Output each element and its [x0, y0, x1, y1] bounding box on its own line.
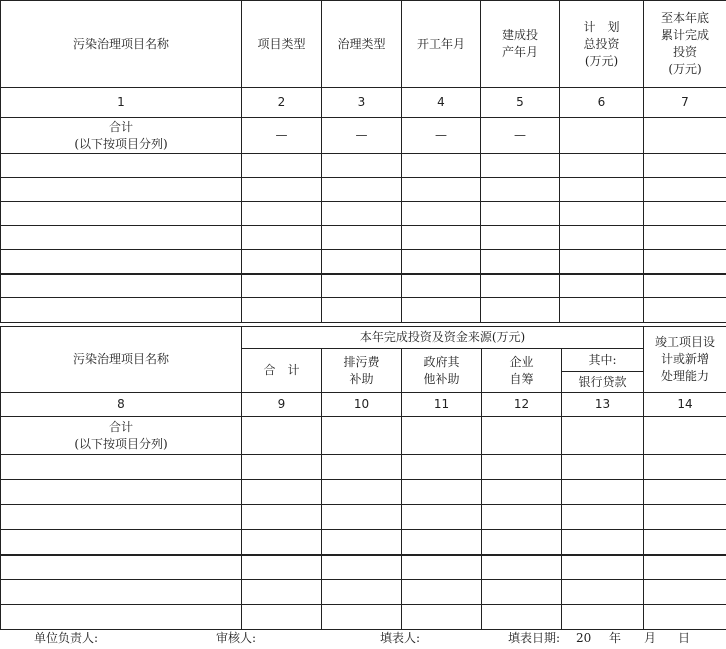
empty-cell[interactable] — [402, 154, 481, 178]
col-number: 7 — [644, 88, 726, 118]
empty-cell[interactable] — [242, 480, 322, 505]
bottom-blank-row — [1, 480, 726, 505]
empty-cell[interactable] — [482, 555, 562, 580]
empty-cell[interactable] — [1, 298, 242, 323]
empty-cell[interactable] — [644, 605, 726, 630]
header-treatment-type: 治理类型 — [322, 1, 402, 88]
empty-cell[interactable] — [402, 250, 481, 274]
empty-cell[interactable] — [322, 555, 402, 580]
empty-cell[interactable] — [1, 580, 242, 605]
empty-cell[interactable] — [562, 480, 644, 505]
empty-cell[interactable] — [644, 530, 726, 555]
empty-cell[interactable] — [242, 154, 322, 178]
empty-cell[interactable] — [482, 480, 562, 505]
empty-cell[interactable] — [482, 530, 562, 555]
empty-cell[interactable] — [242, 605, 322, 630]
col-number: 13 — [562, 393, 644, 417]
dash-cell: — — [322, 118, 402, 154]
empty-cell[interactable] — [644, 178, 726, 202]
col-number: 9 — [242, 393, 322, 417]
empty-cell[interactable] — [322, 178, 402, 202]
col-number: 1 — [1, 88, 242, 118]
empty-cell[interactable] — [322, 417, 402, 455]
col-number: 14 — [644, 393, 726, 417]
empty-cell[interactable] — [322, 250, 402, 274]
empty-cell[interactable] — [644, 505, 726, 530]
empty-cell[interactable] — [560, 250, 644, 274]
bottom-total-row — [1, 417, 726, 455]
empty-cell[interactable] — [402, 178, 481, 202]
empty-cell[interactable] — [482, 455, 562, 480]
empty-cell[interactable] — [560, 178, 644, 202]
signature-footer — [0, 628, 726, 649]
empty-cell[interactable] — [1, 250, 242, 274]
empty-cell[interactable] — [242, 417, 322, 455]
empty-cell[interactable] — [402, 298, 481, 323]
bottom-blank-row — [1, 530, 726, 555]
empty-cell[interactable] — [322, 298, 402, 323]
empty-cell[interactable] — [562, 455, 644, 480]
total-label: 合计 (以下按项目分列) — [1, 417, 242, 455]
empty-cell[interactable] — [560, 298, 644, 323]
reviewer-label: 审核人: — [216, 631, 257, 645]
empty-cell[interactable] — [481, 274, 560, 298]
empty-cell[interactable] — [560, 226, 644, 250]
unit-head-label: 单位负责人: — [34, 631, 99, 645]
empty-cell[interactable] — [644, 226, 726, 250]
empty-cell[interactable] — [644, 298, 726, 323]
empty-cell[interactable] — [322, 505, 402, 530]
col-number: 10 — [322, 393, 402, 417]
empty-cell[interactable] — [644, 250, 726, 274]
empty-cell[interactable] — [481, 250, 560, 274]
empty-cell[interactable] — [562, 505, 644, 530]
empty-cell[interactable] — [562, 555, 644, 580]
empty-cell[interactable] — [242, 505, 322, 530]
investment-form-table-bottom — [0, 326, 726, 630]
empty-cell[interactable] — [1, 505, 242, 530]
empty-cell[interactable] — [402, 202, 481, 226]
empty-cell[interactable] — [322, 605, 402, 630]
bottom-number-row — [1, 393, 726, 417]
empty-cell[interactable] — [242, 298, 322, 323]
top-blank-row — [1, 178, 726, 202]
col-number: 12 — [482, 393, 562, 417]
empty-cell[interactable] — [322, 274, 402, 298]
empty-cell[interactable] — [322, 226, 402, 250]
empty-cell[interactable] — [482, 505, 562, 530]
empty-cell[interactable] — [242, 250, 322, 274]
empty-cell[interactable] — [242, 226, 322, 250]
empty-cell[interactable] — [322, 580, 402, 605]
header-total: 合 计 — [242, 349, 322, 393]
header-project-name: 污染治理项目名称 — [1, 1, 242, 88]
fill-date-label: 填表日期: — [508, 631, 561, 645]
empty-cell[interactable] — [402, 417, 482, 455]
of-which-label: 其中: — [562, 349, 643, 372]
empty-cell[interactable] — [402, 480, 482, 505]
header-planned-investment: 计 划 总投资 (万元) — [560, 1, 644, 88]
year-unit: 年 — [609, 631, 622, 645]
empty-cell[interactable] — [560, 154, 644, 178]
empty-cell[interactable] — [1, 226, 242, 250]
empty-cell[interactable] — [1, 274, 242, 298]
empty-cell[interactable] — [242, 274, 322, 298]
empty-cell[interactable] — [482, 605, 562, 630]
empty-cell[interactable] — [242, 178, 322, 202]
month-unit: 月 — [644, 631, 657, 645]
empty-cell[interactable] — [1, 555, 242, 580]
empty-cell[interactable] — [644, 417, 726, 455]
empty-cell[interactable] — [402, 505, 482, 530]
top-blank-row — [1, 274, 726, 298]
empty-cell[interactable] — [322, 202, 402, 226]
header-self-raised: 企业 自筹 — [482, 349, 562, 393]
col-number: 5 — [481, 88, 560, 118]
top-header-row — [1, 1, 726, 88]
top-blank-row — [1, 202, 726, 226]
dash-cell: — — [481, 118, 560, 154]
empty-cell[interactable] — [481, 298, 560, 323]
header-start-date: 开工年月 — [402, 1, 481, 88]
bottom-blank-row — [1, 605, 726, 630]
empty-cell[interactable] — [644, 274, 726, 298]
bottom-group-header-row — [1, 327, 726, 349]
top-blank-row — [1, 250, 726, 274]
empty-cell[interactable] — [644, 580, 726, 605]
empty-cell[interactable] — [562, 417, 644, 455]
bank-loan-label: 银行贷款 — [578, 375, 627, 389]
empty-cell[interactable] — [562, 580, 644, 605]
header-annual-investment-sources: 本年完成投资及资金来源(万元) — [242, 327, 644, 349]
top-total-row — [1, 118, 726, 154]
empty-cell[interactable] — [560, 202, 644, 226]
col-number: 6 — [560, 88, 644, 118]
bottom-blank-row — [1, 455, 726, 480]
col-number: 11 — [402, 393, 482, 417]
header-bank-loan — [562, 349, 644, 393]
empty-cell[interactable] — [1, 480, 242, 505]
col-number: 8 — [1, 393, 242, 417]
empty-cell[interactable] — [560, 118, 644, 154]
empty-cell[interactable] — [644, 480, 726, 505]
empty-cell[interactable] — [242, 580, 322, 605]
empty-cell[interactable] — [1, 605, 242, 630]
day-unit: 日 — [678, 631, 691, 645]
header-other-government-subsidy: 政府其 他补助 — [402, 349, 482, 393]
col-number: 2 — [242, 88, 322, 118]
empty-cell[interactable] — [242, 455, 322, 480]
header-project-name: 污染治理项目名称 — [1, 327, 242, 393]
bottom-blank-row — [1, 505, 726, 530]
empty-cell[interactable] — [644, 555, 726, 580]
header-project-type: 项目类型 — [242, 1, 322, 88]
header-completed-capacity: 竣工项目设 计或新增 处理能力 — [644, 327, 726, 393]
investment-form-table-top — [0, 0, 726, 323]
empty-cell[interactable] — [481, 154, 560, 178]
header-pollution-fee-subsidy: 排污费 补助 — [322, 349, 402, 393]
top-number-row — [1, 88, 726, 118]
empty-cell[interactable] — [242, 202, 322, 226]
empty-cell[interactable] — [560, 274, 644, 298]
dash-cell: — — [242, 118, 322, 154]
empty-cell[interactable] — [644, 154, 726, 178]
empty-cell[interactable] — [402, 455, 482, 480]
empty-cell[interactable] — [481, 202, 560, 226]
empty-cell[interactable] — [402, 605, 482, 630]
bottom-blank-row — [1, 580, 726, 605]
empty-cell[interactable] — [1, 455, 242, 480]
empty-cell[interactable] — [644, 118, 726, 154]
empty-cell[interactable] — [402, 580, 482, 605]
empty-cell[interactable] — [322, 480, 402, 505]
top-blank-row — [1, 154, 726, 178]
empty-cell[interactable] — [1, 154, 242, 178]
empty-cell[interactable] — [481, 178, 560, 202]
year-prefix: 20 — [576, 631, 592, 645]
header-cumulative-investment: 至本年底 累计完成 投资 (万元) — [644, 1, 726, 88]
dash-cell: — — [402, 118, 481, 154]
header-completion-date: 建成投 产年月 — [481, 1, 560, 88]
empty-cell[interactable] — [402, 226, 481, 250]
total-label: 合计 (以下按项目分列) — [1, 118, 242, 154]
empty-cell[interactable] — [322, 530, 402, 555]
empty-cell[interactable] — [644, 455, 726, 480]
top-blank-row — [1, 298, 726, 323]
empty-cell[interactable] — [562, 605, 644, 630]
empty-cell[interactable] — [322, 455, 402, 480]
empty-cell[interactable] — [242, 530, 322, 555]
col-number: 3 — [322, 88, 402, 118]
filler-label: 填表人: — [380, 631, 421, 645]
empty-cell[interactable] — [482, 580, 562, 605]
empty-cell[interactable] — [402, 530, 482, 555]
empty-cell[interactable] — [1, 202, 242, 226]
empty-cell[interactable] — [1, 530, 242, 555]
empty-cell[interactable] — [562, 530, 644, 555]
empty-cell[interactable] — [481, 226, 560, 250]
top-blank-row — [1, 226, 726, 250]
empty-cell[interactable] — [482, 417, 562, 455]
empty-cell[interactable] — [242, 555, 322, 580]
empty-cell[interactable] — [644, 202, 726, 226]
empty-cell[interactable] — [322, 154, 402, 178]
empty-cell[interactable] — [402, 555, 482, 580]
bottom-blank-row — [1, 555, 726, 580]
empty-cell[interactable] — [402, 274, 481, 298]
col-number: 4 — [402, 88, 481, 118]
empty-cell[interactable] — [1, 178, 242, 202]
